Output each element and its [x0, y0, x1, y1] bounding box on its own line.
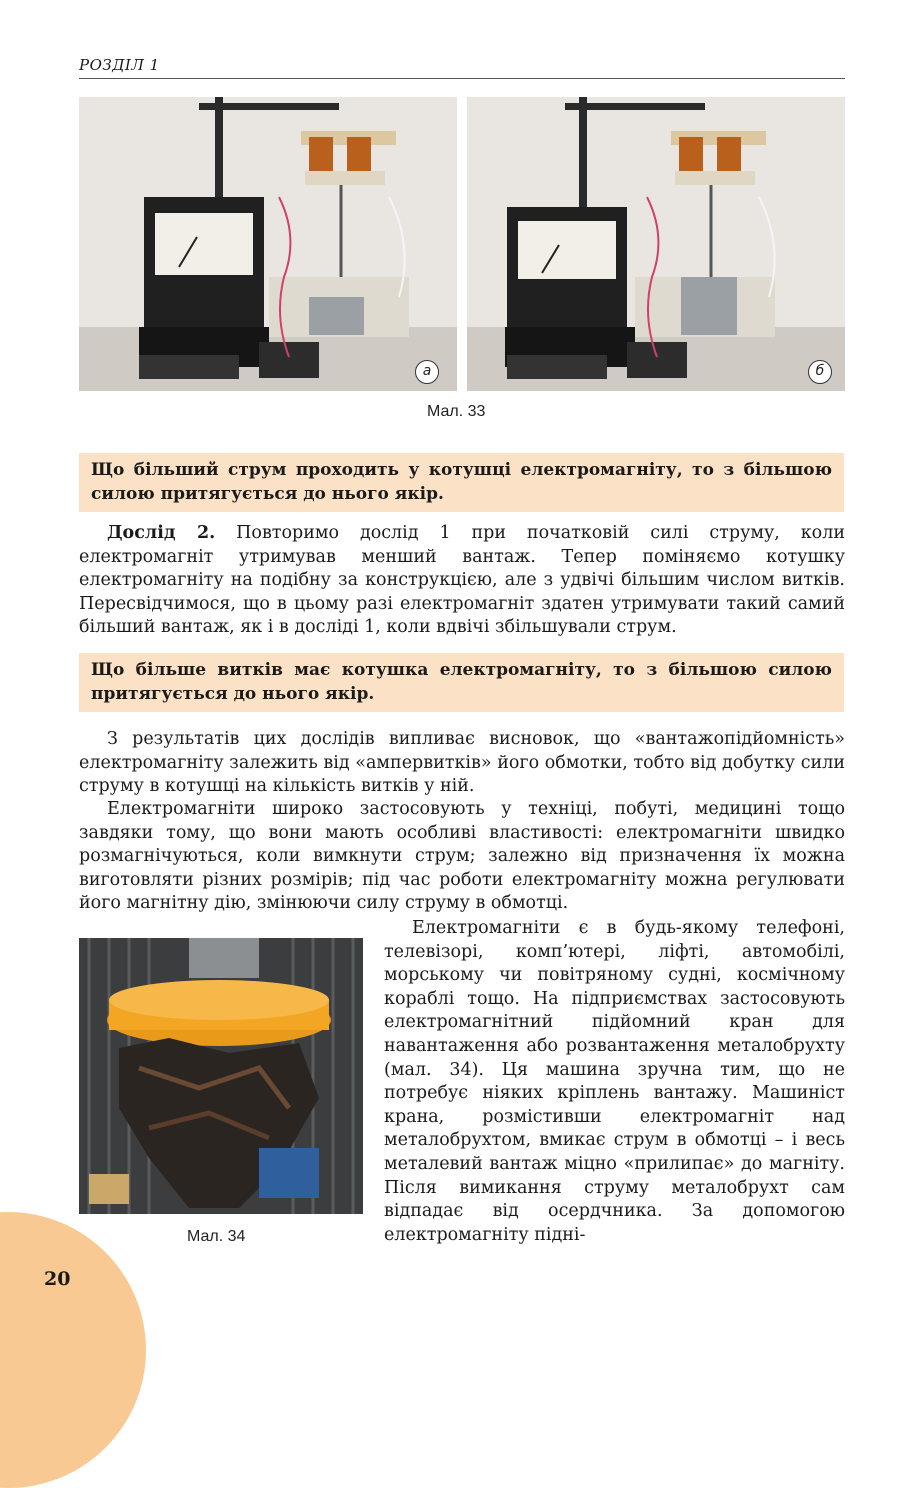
figure-33b-label: б [808, 360, 832, 384]
figure-34-caption: Мал. 34 [187, 1228, 246, 1245]
page-corner-decoration [0, 1212, 146, 1488]
experiment-2-lead: Дослід 2. [107, 523, 216, 543]
rule-turns-highlight: Що більше витків має котушка електромагніту, то з більшою силою притягується до нього якір. [79, 653, 844, 712]
section-header: РОЗДІЛ 1 [79, 56, 845, 79]
experiment-2-paragraph [79, 522, 845, 640]
figure-34-photo [79, 938, 363, 1214]
figure-33-caption: Мал. 33 [427, 403, 486, 420]
rule-current-highlight: Що більший струм проходить у котушці електромагніту, то з більшою силою притягується до нього якір. [79, 453, 844, 512]
figure-33a-label: а [415, 360, 439, 384]
crane-paragraph: Електромагніти є в будь-якому телефоні, телевізорі, комп’ютері, ліфті, автомобілі, морському чи повітряному судні, космічному кораблі тощо. На підприємствах застосовують електромагнітний підйомний кран для навантаження або розвантаження металобрухту (мал. 34). Ця машина зручна тим, що не потребує ніяких кріплень вантажу. Машиніст крана, розмістивши електромагніт над металобрухтом, вмикає струм в обмотці – і весь металевий вантаж міцно «прилипає» до магніту. Після вимикання струму металобрухт сам відпадає від осердчника. За допомогою електромагніту підні- [384, 918, 845, 1245]
page-number: 20 [44, 1268, 71, 1290]
figure-33b-photo [467, 97, 845, 391]
figure-33a-photo [79, 97, 457, 391]
applications-paragraph: Електромагніти широко застосовують у техніці, побуті, медицині тощо завдяки тому, що вони мають особливі властивості: електромагніти швидко розмагнічуються, коли вимкнути струм; залежно від призначення їх можна виготовляти різних розмірів; під час роботи електромагніту можна регулювати його магнітну дію, змінюючи силу струму в обмотці. [79, 799, 845, 914]
conclusion-paragraph: З результатів цих дослідів випливає висновок, що «вантажопідйомність» електромагніту залежить від «ампервитків» його обмотки, тобто від добутку сили струму в котушці на кількість витків у ній. [79, 729, 845, 797]
experiment-2-text: Повторимо дослід 1 при початковій силі струму, коли електромагніт утримував менший вантаж. Тепер поміняємо котушку електромагніту на подібну за конструкцією, але з удвічі більшим числом витків. Пересвідчимося, що в цьому разі електромагніт здатен утримувати такий самий більший вантаж, як і в досліді 1, коли вдвічі збільшували струм. [79, 523, 845, 638]
